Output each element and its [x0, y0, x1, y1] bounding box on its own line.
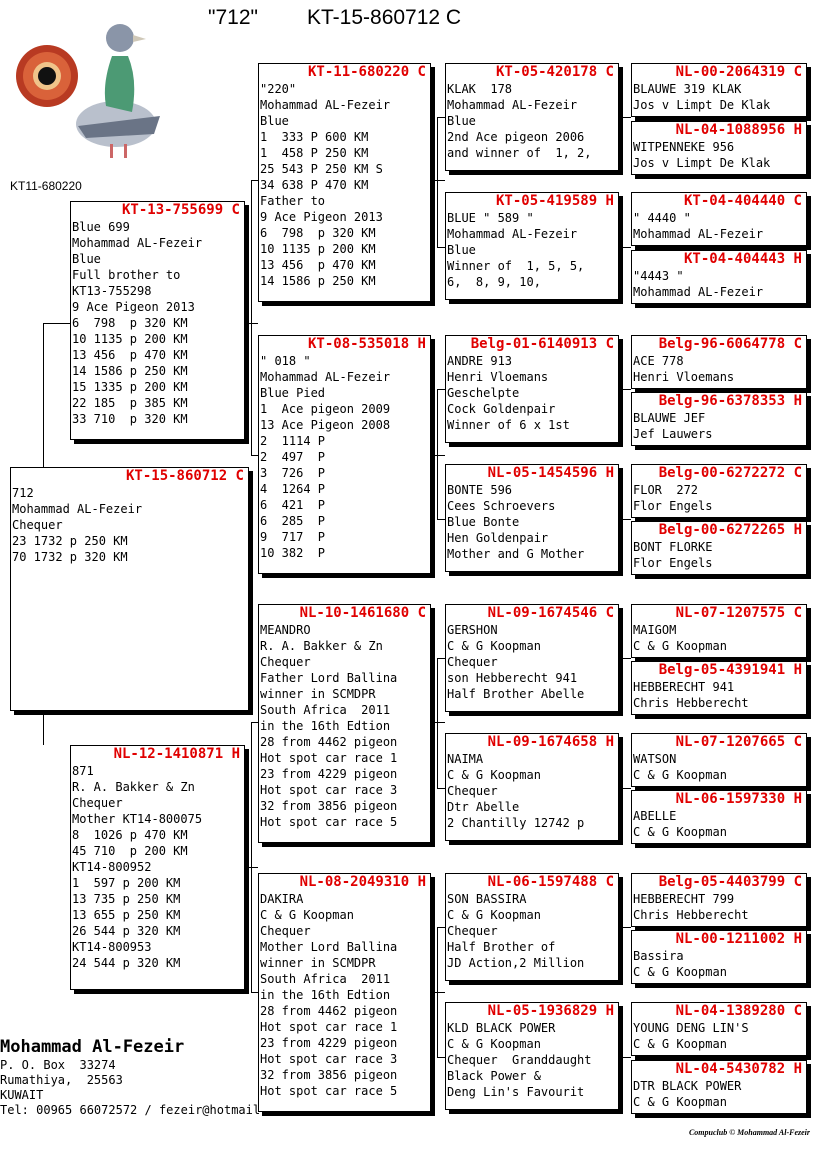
bird-info-line: 32 from 3856 pigeon: [260, 799, 398, 813]
bird-info-line: South Africa 2011: [260, 703, 391, 717]
bird-info-line: Half Brother of: [447, 940, 556, 954]
ancestor-card-ddd: [445, 1002, 619, 1110]
ring-number: NL-04-1088956 H: [675, 122, 802, 138]
ring-number: NL-06-1597488 C: [487, 874, 614, 890]
software-credit: Compuclub © Mohammad Al-Fezeir: [688, 1128, 810, 1137]
ancestor-card-sdd: [445, 464, 619, 572]
bird-info-line: Chris Hebberecht: [633, 908, 749, 922]
subject-bird-card: [10, 467, 249, 711]
bird-info-line: 45 710 p 200 KM: [72, 844, 188, 858]
ring-number: NL-06-1597330 H: [675, 791, 802, 807]
bird-info-line: BLAUWE 319 KLAK: [633, 82, 742, 96]
bird-info-line: 6 421 P: [260, 498, 326, 512]
bird-info-line: 24 544 p 320 KM: [72, 956, 181, 970]
bird-info-line: Mohammad AL-Fezeir: [260, 98, 391, 112]
bird-info-line: Chequer: [447, 784, 498, 798]
bird-info-line: Full brother to: [72, 268, 181, 282]
connector-line: [619, 519, 631, 520]
bird-info-line: 13 735 p 250 KM: [72, 892, 181, 906]
connector-line: [251, 180, 258, 181]
bird-info-line: Geschelpte: [447, 386, 520, 400]
ancestor-card-ds: [258, 604, 431, 843]
bird-info-line: 70 1732 p 320 KM: [12, 550, 128, 564]
ring-number: KT-08-535018 H: [307, 336, 426, 352]
ring-number: NL-05-1454596 H: [487, 465, 614, 481]
bird-info-line: 23 from 4229 pigeon: [260, 1036, 398, 1050]
ancestor-card-ddsd: [631, 930, 807, 984]
bird-info-line: 9 Ace Pigeon 2013: [72, 300, 195, 314]
bird-info-line: South Africa 2011: [260, 972, 391, 986]
ancestor-card-sss: [445, 63, 619, 171]
bird-info-line: Mohammad AL-Fezeir: [633, 285, 764, 299]
connector-line: [437, 788, 445, 789]
ancestor-card-dds: [445, 873, 619, 981]
ring-number: Belg-05-4391941 H: [658, 662, 802, 678]
connector-line: [437, 389, 438, 519]
ancestor-card-ssds: [631, 192, 807, 246]
ring-number: NL-00-2064319 C: [675, 64, 802, 80]
owner-address-line: Rumathiya, 25563: [0, 1073, 123, 1087]
bird-info-line: 14 1586 p 250 KM: [260, 274, 376, 288]
connector-line: [619, 658, 631, 659]
bird-info-line: Mohammad AL-Fezeir: [260, 370, 391, 384]
bird-info-line: DAKIRA: [260, 892, 304, 906]
connector-line: [251, 992, 258, 993]
ring-number: KT-15-860712 C: [125, 468, 244, 484]
connector-line: [437, 927, 445, 928]
ring-number: KT-04-404443 H: [683, 251, 802, 267]
bird-info-line: 32 from 3856 pigeon: [260, 1068, 398, 1082]
ancestor-card-ddds: [631, 1002, 807, 1056]
bird-info-line: 15 1335 p 200 KM: [72, 380, 188, 394]
bird-info-line: 10 1135 p 200 KM: [72, 332, 188, 346]
bird-info-line: KT14-800952: [72, 860, 152, 874]
bird-info-line: 9 Ace Pigeon 2013: [260, 210, 383, 224]
bird-info-line: Blue 699: [72, 220, 130, 234]
bird-info-line: 23 from 4229 pigeon: [260, 767, 398, 781]
ancestor-card-ssd: [445, 192, 619, 300]
bird-info-line: Flor Engels: [633, 556, 713, 570]
bird-info-line: Chequer: [260, 924, 311, 938]
ancestor-card-sssd: [631, 121, 807, 175]
bird-info-line: DTR BLACK POWER: [633, 1079, 742, 1093]
ancestor-card-ss: [258, 63, 431, 302]
bird-info-line: son Hebberecht 941: [447, 671, 578, 685]
ancestor-card-dd: [258, 873, 431, 1112]
bird-info-line: Jef Lauwers: [633, 427, 713, 441]
ancestor-card-dddd: [631, 1060, 807, 1114]
ring-number: Belg-96-6378353 H: [658, 393, 802, 409]
ring-number: Belg-00-6272272 C: [658, 465, 802, 481]
bird-info-line: Blue: [72, 252, 101, 266]
bird-info-line: WATSON: [633, 752, 677, 766]
ancestor-card-dsds: [631, 733, 807, 787]
connector-line: [43, 711, 70, 712]
ring-number: NL-12-1410871 H: [113, 746, 240, 762]
pigeon-name: "712": [208, 6, 258, 29]
sire-card: [70, 201, 245, 440]
bird-info-line: WITPENNEKE 956: [633, 140, 735, 154]
bird-info-line: Dtr Abelle: [447, 800, 520, 814]
bird-info-line: C & G Koopman: [260, 908, 354, 922]
bird-info-line: Hot spot car race 1: [260, 751, 398, 765]
bird-info-line: C & G Koopman: [633, 825, 727, 839]
bird-info-line: 33 710 p 320 KM: [72, 412, 188, 426]
connector-line: [431, 722, 445, 723]
bird-info-line: Chequer: [12, 518, 63, 532]
connector-line: [251, 722, 258, 723]
connector-line: [437, 927, 438, 1057]
owner-name: Mohammad Al-Fezeir: [0, 1037, 185, 1057]
bird-info-line: 14 1586 p 250 KM: [72, 364, 188, 378]
bird-info-line: Mohammad AL-Fezeir: [72, 236, 203, 250]
ring-number: NL-00-1211002 H: [675, 931, 802, 947]
bird-info-line: C & G Koopman: [447, 1037, 541, 1051]
bird-info-line: Hen Goldenpair: [447, 531, 549, 545]
connector-line: [619, 1057, 631, 1058]
ancestor-card-sddd: [631, 521, 807, 575]
bird-info-line: 10 382 P: [260, 546, 326, 560]
bird-info-line: SON BASSIRA: [447, 892, 527, 906]
ancestor-card-sdds: [631, 464, 807, 518]
bird-info-line: Chris Hebberecht: [633, 696, 749, 710]
bird-info-line: 26 544 p 320 KM: [72, 924, 181, 938]
connector-line: [619, 247, 631, 248]
ring-number: NL-09-1674658 H: [487, 734, 614, 750]
bird-info-line: 2nd Ace pigeon 2006: [447, 130, 585, 144]
connector-line: [437, 519, 445, 520]
bird-info-line: Cees Schroevers: [447, 499, 556, 513]
bird-info-line: Jos v Limpt De Klak: [633, 98, 771, 112]
owner-address-line: P. O. Box 33274: [0, 1058, 116, 1072]
bird-info-line: Blue Bonte: [447, 515, 520, 529]
bird-info-line: Chequer: [72, 796, 123, 810]
bird-info-line: Mohammad AL-Fezeir: [447, 227, 578, 241]
bird-info-line: Hot spot car race 3: [260, 1052, 398, 1066]
pigeon-photo: [14, 16, 166, 166]
bird-info-line: Mohammad AL-Fezeir: [447, 98, 578, 112]
connector-line: [431, 180, 445, 181]
ancestor-card-dsd: [445, 733, 619, 841]
bird-info-line: 9 717 P: [260, 530, 326, 544]
bird-info-line: 6 285 P: [260, 514, 326, 528]
ancestor-card-dsdd: [631, 790, 807, 844]
bird-info-line: MAIGOM: [633, 623, 677, 637]
bird-info-line: ACE 778: [633, 354, 684, 368]
bird-info-line: Mohammad AL-Fezeir: [12, 502, 143, 516]
pigeon-ring-number: KT-15-860712 C: [307, 6, 462, 29]
connector-line: [43, 323, 70, 324]
ring-number: NL-04-5430782 H: [675, 1061, 802, 1077]
connector-line: [437, 389, 445, 390]
bird-info-line: KT13-755298: [72, 284, 152, 298]
photo-caption: KT11-680220: [10, 179, 82, 193]
bird-info-line: winner in SCMDPR: [260, 956, 376, 970]
bird-info-line: 2 Chantilly 12742 p: [447, 816, 585, 830]
bird-info-line: 712: [12, 486, 34, 500]
connector-line: [619, 117, 631, 118]
bird-info-line: 13 655 p 250 KM: [72, 908, 181, 922]
bird-info-line: winner in SCMDPR: [260, 687, 376, 701]
bird-info-line: and winner of 1, 2,: [447, 146, 592, 160]
bird-info-line: 1 333 P 600 KM: [260, 130, 369, 144]
bird-info-line: R. A. Bakker & Zn: [260, 639, 383, 653]
ancestor-card-sds: [445, 335, 619, 443]
bird-info-line: BLUE " 589 ": [447, 211, 534, 225]
bird-info-line: C & G Koopman: [633, 639, 727, 653]
ring-number: NL-07-1207575 C: [675, 605, 802, 621]
ancestor-card-sdsd: [631, 392, 807, 446]
bird-info-line: " 4440 ": [633, 211, 691, 225]
ancestor-card-dsss: [631, 604, 807, 658]
bird-info-line: 13 456 p 470 KM: [72, 348, 188, 362]
bird-info-line: Henri Vloemans: [447, 370, 549, 384]
connector-line: [43, 323, 44, 467]
bird-info-line: YOUNG DENG LIN'S: [633, 1021, 749, 1035]
bird-info-line: Father to: [260, 194, 326, 208]
bird-info-line: Mother KT14-800075: [72, 812, 203, 826]
connector-line: [619, 389, 631, 390]
bird-info-line: KLAK 178: [447, 82, 513, 96]
connector-line: [619, 927, 631, 928]
bird-info-line: 10 1135 p 200 KM: [260, 242, 376, 256]
connector-line: [619, 788, 631, 789]
owner-address-line: KUWAIT: [0, 1088, 44, 1102]
bird-info-line: Deng Lin's Favourit: [447, 1085, 585, 1099]
bird-info-line: Hot spot car race 5: [260, 1084, 398, 1098]
bird-info-line: 1 458 P 250 KM: [260, 146, 369, 160]
connector-line: [251, 722, 252, 992]
bird-info-line: Henri Vloemans: [633, 370, 735, 384]
bird-info-line: Blue: [447, 114, 476, 128]
bird-info-line: Hot spot car race 1: [260, 1020, 398, 1034]
bird-info-line: 8 1026 p 470 KM: [72, 828, 188, 842]
bird-info-line: JD Action,2 Million: [447, 956, 585, 970]
owner-block: [0, 1036, 267, 1118]
bird-info-line: 28 from 4462 pigeon: [260, 735, 398, 749]
bird-info-line: Chequer: [260, 655, 311, 669]
ancestor-card-ddss: [631, 873, 807, 927]
connector-line: [251, 455, 258, 456]
bird-info-line: "220": [260, 82, 297, 96]
bird-info-line: Cock Goldenpair: [447, 402, 556, 416]
bird-info-line: 4 1264 P: [260, 482, 326, 496]
ring-number: KT-13-755699 C: [121, 202, 240, 218]
bird-info-line: Chequer: [447, 924, 498, 938]
connector-line: [437, 117, 445, 118]
bird-info-line: HEBBERECHT 941: [633, 680, 735, 694]
bird-info-line: Half Brother Abelle: [447, 687, 585, 701]
ancestor-card-dssd: [631, 661, 807, 715]
ring-number: Belg-05-4403799 C: [658, 874, 802, 890]
bird-info-line: BONTE 596: [447, 483, 513, 497]
bird-info-line: Black Power &: [447, 1069, 541, 1083]
bird-info-line: C & G Koopman: [633, 768, 727, 782]
bird-info-line: Blue: [447, 243, 476, 257]
bird-info-line: C & G Koopman: [447, 908, 541, 922]
bird-info-line: HEBBERECHT 799: [633, 892, 735, 906]
ancestor-card-dss: [445, 604, 619, 712]
connector-line: [437, 247, 445, 248]
ancestor-card-sdss: [631, 335, 807, 389]
bird-info-line: R. A. Bakker & Zn: [72, 780, 195, 794]
bird-info-line: KLD BLACK POWER: [447, 1021, 556, 1035]
bird-info-line: Mohammad AL-Fezeir: [633, 227, 764, 241]
ancestor-card-ssss: [631, 63, 807, 117]
ancestor-card-sd: [258, 335, 431, 574]
ring-number: KT-04-404440 C: [683, 193, 802, 209]
bird-info-line: 6 798 p 320 KM: [260, 226, 376, 240]
dam-card: [70, 745, 245, 990]
bird-info-line: 3 726 P: [260, 466, 326, 480]
bird-info-line: 22 185 p 385 KM: [72, 396, 188, 410]
bird-info-line: BLAUWE JEF: [633, 411, 706, 425]
connector-line: [437, 117, 438, 247]
bird-info-line: Winner of 1, 5, 5,: [447, 259, 585, 273]
ring-number: NL-07-1207665 C: [675, 734, 802, 750]
bird-info-line: 34 638 P 470 KM: [260, 178, 369, 192]
connector-line: [251, 180, 252, 455]
bird-info-line: NAIMA: [447, 752, 484, 766]
bird-info-line: Hot spot car race 3: [260, 783, 398, 797]
bird-info-line: C & G Koopman: [633, 1037, 727, 1051]
bird-info-line: BONT FLORKE: [633, 540, 713, 554]
owner-contact-line: Tel: 00965 66072572 / fezeir@hotmail.: [0, 1103, 268, 1117]
bird-info-line: in the 16th Edtion: [260, 719, 391, 733]
ring-number: Belg-96-6064778 C: [658, 336, 802, 352]
bird-info-line: 13 Ace Pigeon 2008: [260, 418, 391, 432]
ring-number: Belg-00-6272265 H: [658, 522, 802, 538]
bird-info-line: Father Lord Ballina: [260, 671, 398, 685]
bird-info-line: 2 1114 P: [260, 434, 326, 448]
bird-info-line: 871: [72, 764, 94, 778]
bird-info-line: Jos v Limpt De Klak: [633, 156, 771, 170]
bird-info-line: "4443 ": [633, 269, 684, 283]
bird-info-line: 25 543 P 250 KM S: [260, 162, 383, 176]
bird-info-line: 28 from 4462 pigeon: [260, 1004, 398, 1018]
bird-info-line: GERSHON: [447, 623, 498, 637]
bird-info-line: Blue Pied: [260, 386, 326, 400]
bird-info-line: Chequer Granddaught: [447, 1053, 592, 1067]
bird-info-line: 1 597 p 200 KM: [72, 876, 181, 890]
bird-info-line: C & G Koopman: [633, 965, 727, 979]
bird-info-line: Mother and G Mother: [447, 547, 585, 561]
bird-info-line: Bassira: [633, 949, 684, 963]
connector-line: [437, 1057, 445, 1058]
bird-info-line: 2 497 P: [260, 450, 326, 464]
bird-info-line: KT14-800953: [72, 940, 152, 954]
bird-info-line: C & G Koopman: [633, 1095, 727, 1109]
bird-info-line: Mother Lord Ballina: [260, 940, 398, 954]
bird-info-line: ANDRE 913: [447, 354, 513, 368]
bird-info-line: 23 1732 p 250 KM: [12, 534, 128, 548]
bird-info-line: 13 456 p 470 KM: [260, 258, 376, 272]
ring-number: NL-10-1461680 C: [299, 605, 426, 621]
ring-number: NL-04-1389280 C: [675, 1003, 802, 1019]
bird-info-line: 6 798 p 320 KM: [72, 316, 188, 330]
bird-info-line: " 018 ": [260, 354, 311, 368]
connector-line: [431, 455, 445, 456]
connector-line: [43, 711, 44, 745]
ring-number: Belg-01-6140913 C: [470, 336, 614, 352]
ring-number: NL-08-2049310 H: [299, 874, 426, 890]
bird-info-line: Flor Engels: [633, 499, 713, 513]
ring-number: KT-11-680220 C: [307, 64, 426, 80]
bird-info-line: Blue: [260, 114, 289, 128]
bird-info-line: 1 Ace pigeon 2009: [260, 402, 391, 416]
bird-info-line: in the 16th Edtion: [260, 988, 391, 1002]
bird-info-line: Chequer: [447, 655, 498, 669]
connector-line: [431, 992, 445, 993]
ancestor-card-ssdd: [631, 250, 807, 304]
ring-number: NL-05-1936829 H: [487, 1003, 614, 1019]
bird-info-line: MEANDRO: [260, 623, 311, 637]
bird-info-line: Winner of 6 x 1st: [447, 418, 570, 432]
bird-info-line: 6, 8, 9, 10,: [447, 275, 541, 289]
connector-line: [437, 658, 438, 788]
connector-line: [437, 658, 445, 659]
bird-info-line: C & G Koopman: [447, 639, 541, 653]
bird-info-line: C & G Koopman: [447, 768, 541, 782]
bird-info-line: FLOR 272: [633, 483, 699, 497]
bird-info-line: Hot spot car race 5: [260, 815, 398, 829]
bird-info-line: ABELLE: [633, 809, 677, 823]
ring-number: KT-05-419589 H: [495, 193, 614, 209]
ring-number: NL-09-1674546 C: [487, 605, 614, 621]
ring-number: KT-05-420178 C: [495, 64, 614, 80]
